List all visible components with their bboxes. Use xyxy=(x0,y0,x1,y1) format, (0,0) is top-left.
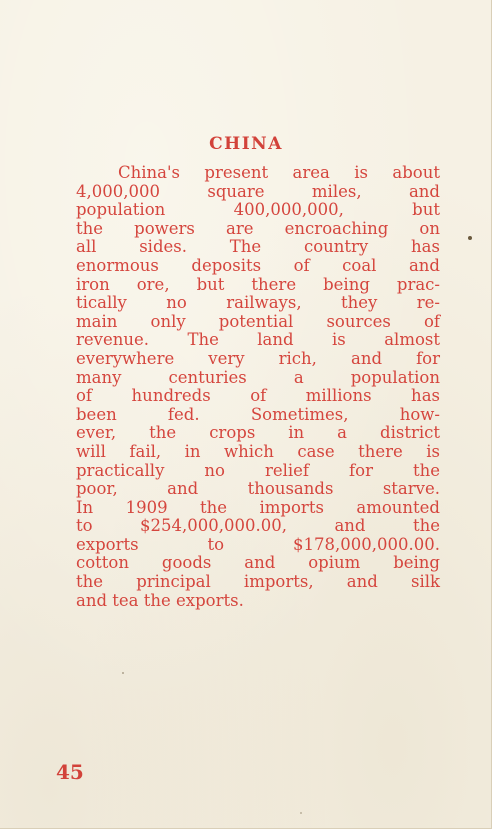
paper-speck xyxy=(300,812,302,814)
body-line: the powers are encroaching on xyxy=(76,218,440,238)
body-line: main only potential sources of xyxy=(76,311,440,331)
body-line: China's present area is about xyxy=(118,163,440,182)
body-line: ever, the crops in a district xyxy=(76,423,440,443)
body-line: everywhere very rich, and for xyxy=(76,348,440,368)
body-line: iron ore, but there being prac- xyxy=(76,274,440,294)
body-line: tically no railways, they re- xyxy=(76,293,440,313)
body-line: been fed. Sometimes, how- xyxy=(76,404,440,424)
body-line: revenue. The land is almost xyxy=(76,330,440,350)
body-text xyxy=(76,164,440,610)
body-line: will fail, in which case there is xyxy=(76,441,440,461)
page-title: CHINA xyxy=(209,134,283,154)
body-line: the principal imports, and silk xyxy=(76,572,440,592)
body-line: to $254,000,000.00, and the xyxy=(76,516,440,536)
paper-speck xyxy=(468,236,472,240)
paper-speck xyxy=(122,672,124,674)
body-line: exports to $178,000,000.00. xyxy=(76,534,440,554)
body-line: enormous deposits of coal and xyxy=(76,255,440,275)
body-line: In 1909 the imports amounted xyxy=(76,497,440,517)
body-line: cotton goods and opium being xyxy=(76,553,440,573)
body-line: all sides. The country has xyxy=(76,237,440,257)
body-line: and tea the exports. xyxy=(76,590,244,610)
body-line: poor, and thousands starve. xyxy=(76,479,440,499)
body-line: of hundreds of millions has xyxy=(76,386,440,406)
body-line: population 400,000,000, but xyxy=(76,200,440,220)
body-line: 4,000,000 square miles, and xyxy=(76,181,440,201)
page-number: 45 xyxy=(56,760,84,784)
body-line: many centuries a population xyxy=(76,367,440,387)
body-line: practically no relief for the xyxy=(76,460,440,480)
